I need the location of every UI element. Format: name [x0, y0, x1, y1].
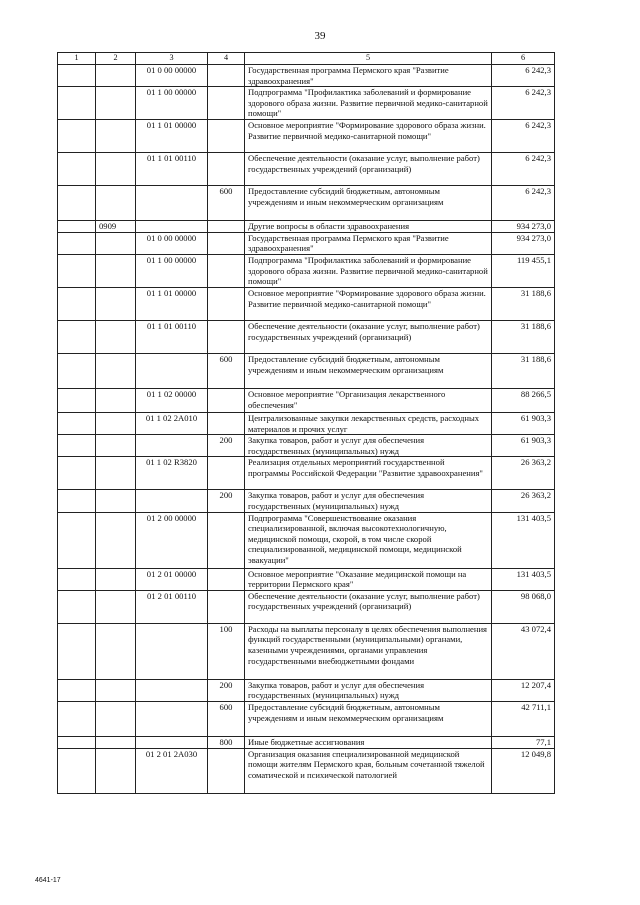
section-code-cell [58, 701, 96, 736]
target-article-cell [136, 679, 208, 701]
expense-type-cell [208, 412, 245, 434]
description-cell: Основное мероприятие "Организация лекарственного обеспечения" [245, 388, 492, 412]
subsection-code-cell [96, 353, 136, 388]
section-code-cell [58, 186, 96, 221]
subsection-code-cell [96, 65, 136, 87]
description-cell: Государственная программа Пермского края "Развитие здравоохранения" [245, 232, 492, 254]
amount-cell: 12 207,4 [492, 679, 555, 701]
column-header: 3 [136, 53, 208, 65]
table-row [58, 490, 555, 512]
section-code-cell [58, 254, 96, 287]
amount-cell: 77,1 [492, 736, 555, 748]
column-header: 2 [96, 53, 136, 65]
amount-cell: 43 072,4 [492, 623, 555, 679]
section-code-cell [58, 221, 96, 233]
table-row [58, 232, 555, 254]
amount-cell: 26 363,2 [492, 490, 555, 512]
expense-type-cell: 200 [208, 435, 245, 457]
subsection-code-cell [96, 87, 136, 120]
section-code-cell [58, 623, 96, 679]
subsection-code-cell [96, 590, 136, 623]
table-row [58, 153, 555, 186]
description-cell: Иные бюджетные ассигнования [245, 736, 492, 748]
table-row [58, 512, 555, 568]
subsection-code-cell [96, 435, 136, 457]
amount-cell: 31 188,6 [492, 287, 555, 320]
target-article-cell [136, 736, 208, 748]
budget-table [57, 52, 555, 794]
subsection-code-cell [96, 568, 136, 590]
description-cell: Государственная программа Пермского края "Развитие здравоохранения" [245, 65, 492, 87]
expense-type-cell [208, 512, 245, 568]
section-code-cell [58, 748, 96, 793]
amount-cell: 6 242,3 [492, 87, 555, 120]
amount-cell: 61 903,3 [492, 435, 555, 457]
target-article-cell: 01 1 01 00110 [136, 320, 208, 353]
amount-cell: 131 403,5 [492, 512, 555, 568]
section-code-cell [58, 287, 96, 320]
amount-cell: 934 273,0 [492, 221, 555, 233]
section-code-cell [58, 412, 96, 434]
section-code-cell [58, 512, 96, 568]
subsection-code-cell [96, 412, 136, 434]
amount-cell: 12 049,8 [492, 748, 555, 793]
description-cell: Обеспечение деятельности (оказание услуг, выполнение работ) государственных учреждений (организаций) [245, 153, 492, 186]
target-article-cell: 01 1 00 00000 [136, 87, 208, 120]
description-cell: Основное мероприятие "Формирование здорового образа жизни. Развитие первичной медико-санитарной помощи" [245, 120, 492, 153]
subsection-code-cell [96, 388, 136, 412]
description-cell: Подпрограмма "Профилактика заболеваний и формирование здорового образа жизни. Развитие первичной медико-санитарной помощи" [245, 254, 492, 287]
section-code-cell [58, 232, 96, 254]
description-cell: Закупка товаров, работ и услуг для обеспечения государственных (муниципальных) нужд [245, 435, 492, 457]
amount-cell: 934 273,0 [492, 232, 555, 254]
section-code-cell [58, 490, 96, 512]
subsection-code-cell [96, 232, 136, 254]
target-article-cell [136, 490, 208, 512]
column-number-row [58, 53, 555, 65]
target-article-cell: 01 2 01 2А030 [136, 748, 208, 793]
section-code-cell [58, 457, 96, 490]
expense-type-cell [208, 120, 245, 153]
expense-type-cell [208, 457, 245, 490]
subsection-code-cell [96, 701, 136, 736]
column-header: 5 [245, 53, 492, 65]
expense-type-cell [208, 388, 245, 412]
target-article-cell: 01 1 00 00000 [136, 254, 208, 287]
expense-type-cell: 100 [208, 623, 245, 679]
description-cell: Обеспечение деятельности (оказание услуг, выполнение работ) государственных учреждений (организаций) [245, 590, 492, 623]
amount-cell: 119 455,1 [492, 254, 555, 287]
description-cell: Предоставление субсидий бюджетным, автономным учреждениям и иным некоммерческим организациям [245, 186, 492, 221]
target-article-cell: 01 1 01 00000 [136, 120, 208, 153]
target-article-cell [136, 186, 208, 221]
table-row [58, 120, 555, 153]
section-code-cell [58, 679, 96, 701]
target-article-cell: 01 0 00 00000 [136, 65, 208, 87]
target-article-cell: 01 2 01 00000 [136, 568, 208, 590]
target-article-cell: 01 1 01 00000 [136, 287, 208, 320]
table-row [58, 186, 555, 221]
description-cell: Расходы на выплаты персоналу в целях обеспечения выполнения функций государственными (муниципальными) органами, казенными учреждениями, органами управления государственными внебюджетными фондами [245, 623, 492, 679]
expense-type-cell [208, 568, 245, 590]
expense-type-cell [208, 87, 245, 120]
description-cell: Организация оказания специализированной медицинской помощи жителям Пермского края, больным сочетанной тяжелой соматической и психической патологией [245, 748, 492, 793]
description-cell: Централизованные закупки лекарственных средств, расходных материалов и прочих услуг [245, 412, 492, 434]
amount-cell: 6 242,3 [492, 153, 555, 186]
amount-cell: 98 068,0 [492, 590, 555, 623]
section-code-cell [58, 320, 96, 353]
subsection-code-cell [96, 254, 136, 287]
description-cell: Подпрограмма "Профилактика заболеваний и формирование здорового образа жизни. Развитие первичной медико-санитарной помощи" [245, 87, 492, 120]
section-code-cell [58, 590, 96, 623]
target-article-cell: 01 2 00 00000 [136, 512, 208, 568]
section-code-cell [58, 435, 96, 457]
section-code-cell [58, 353, 96, 388]
amount-cell: 31 188,6 [492, 353, 555, 388]
subsection-code-cell [96, 457, 136, 490]
table-row [58, 320, 555, 353]
amount-cell: 26 363,2 [492, 457, 555, 490]
expense-type-cell [208, 153, 245, 186]
section-code-cell [58, 120, 96, 153]
target-article-cell: 01 1 02 00000 [136, 388, 208, 412]
subsection-code-cell [96, 736, 136, 748]
table-row [58, 388, 555, 412]
table-row [58, 457, 555, 490]
subsection-code-cell [96, 186, 136, 221]
description-cell: Другие вопросы в области здравоохранения [245, 221, 492, 233]
description-cell: Основное мероприятие "Оказание медицинской помощи на территории Пермского края" [245, 568, 492, 590]
expense-type-cell [208, 320, 245, 353]
target-article-cell [136, 221, 208, 233]
subsection-code-cell [96, 512, 136, 568]
amount-cell: 131 403,5 [492, 568, 555, 590]
expense-type-cell [208, 748, 245, 793]
subsection-code-cell [96, 623, 136, 679]
amount-cell: 6 242,3 [492, 186, 555, 221]
table-row [58, 412, 555, 434]
table-row [58, 221, 555, 233]
table-row [58, 65, 555, 87]
target-article-cell [136, 435, 208, 457]
column-header: 4 [208, 53, 245, 65]
target-article-cell: 01 1 02 R3820 [136, 457, 208, 490]
section-code-cell [58, 568, 96, 590]
subsection-code-cell [96, 287, 136, 320]
amount-cell: 6 242,3 [492, 120, 555, 153]
table-row [58, 701, 555, 736]
table-row [58, 254, 555, 287]
table-row [58, 679, 555, 701]
description-cell: Подпрограмма "Совершенствование оказания специализированной, включая высокотехнологичную, медицинской помощи, скорой, в том числе скорой специализированной, медицинской помощи, медицинской эвакуации" [245, 512, 492, 568]
description-cell: Обеспечение деятельности (оказание услуг, выполнение работ) государственных учреждений (организаций) [245, 320, 492, 353]
subsection-code-cell: 0909 [96, 221, 136, 233]
table-body [58, 65, 555, 794]
footer-document-code: 4641-17 [35, 877, 61, 884]
table-row [58, 748, 555, 793]
table-row [58, 590, 555, 623]
subsection-code-cell [96, 320, 136, 353]
target-article-cell: 01 0 00 00000 [136, 232, 208, 254]
amount-cell: 6 242,3 [492, 65, 555, 87]
table-row [58, 435, 555, 457]
target-article-cell: 01 2 01 00110 [136, 590, 208, 623]
amount-cell: 42 711,1 [492, 701, 555, 736]
description-cell: Закупка товаров, работ и услуг для обеспечения государственных (муниципальных) нужд [245, 490, 492, 512]
subsection-code-cell [96, 748, 136, 793]
description-cell: Предоставление субсидий бюджетным, автономным учреждениям и иным некоммерческим организациям [245, 701, 492, 736]
target-article-cell [136, 353, 208, 388]
expense-type-cell [208, 254, 245, 287]
expense-type-cell: 600 [208, 353, 245, 388]
table-row [58, 736, 555, 748]
expense-type-cell [208, 287, 245, 320]
target-article-cell [136, 623, 208, 679]
section-code-cell [58, 87, 96, 120]
expense-type-cell [208, 232, 245, 254]
section-code-cell [58, 153, 96, 186]
column-header: 1 [58, 53, 96, 65]
table-row [58, 287, 555, 320]
section-code-cell [58, 388, 96, 412]
subsection-code-cell [96, 153, 136, 186]
expense-type-cell: 600 [208, 701, 245, 736]
amount-cell: 31 188,6 [492, 320, 555, 353]
target-article-cell [136, 701, 208, 736]
expense-type-cell: 200 [208, 679, 245, 701]
amount-cell: 61 903,3 [492, 412, 555, 434]
page-number: 39 [314, 30, 326, 42]
section-code-cell [58, 736, 96, 748]
subsection-code-cell [96, 120, 136, 153]
section-code-cell [58, 65, 96, 87]
subsection-code-cell [96, 679, 136, 701]
table-row [58, 353, 555, 388]
description-cell: Закупка товаров, работ и услуг для обеспечения государственных (муниципальных) нужд [245, 679, 492, 701]
amount-cell: 88 266,5 [492, 388, 555, 412]
subsection-code-cell [96, 490, 136, 512]
expense-type-cell: 800 [208, 736, 245, 748]
expense-type-cell [208, 221, 245, 233]
expense-type-cell: 200 [208, 490, 245, 512]
target-article-cell: 01 1 01 00110 [136, 153, 208, 186]
description-cell: Реализация отдельных мероприятий государственной программы Российской Федерации "Развитие здравоохранения" [245, 457, 492, 490]
table-row [58, 87, 555, 120]
table-row [58, 568, 555, 590]
expense-type-cell: 600 [208, 186, 245, 221]
expense-type-cell [208, 65, 245, 87]
description-cell: Предоставление субсидий бюджетным, автономным учреждениям и иным некоммерческим организациям [245, 353, 492, 388]
column-header: 6 [492, 53, 555, 65]
description-cell: Основное мероприятие "Формирование здорового образа жизни. Развитие первичной медико-санитарной помощи" [245, 287, 492, 320]
expense-type-cell [208, 590, 245, 623]
target-article-cell: 01 1 02 2А010 [136, 412, 208, 434]
table-row [58, 623, 555, 679]
